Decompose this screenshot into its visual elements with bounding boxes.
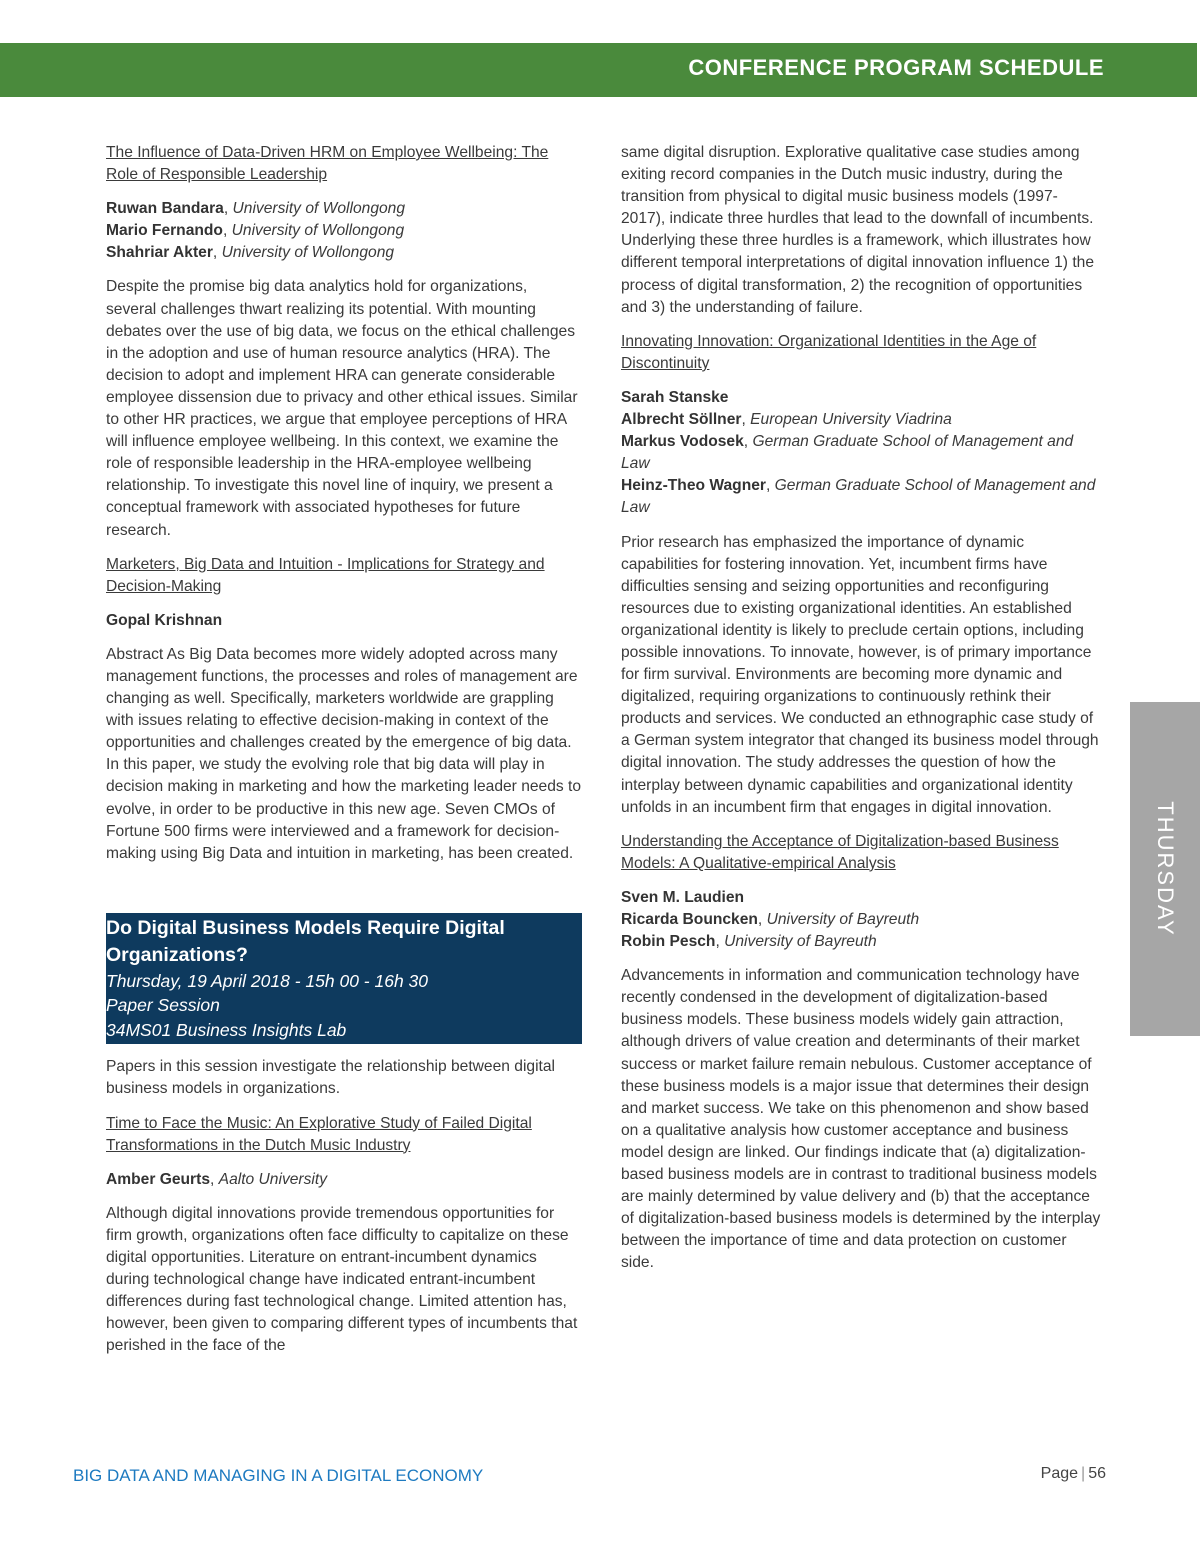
author-line: Ruwan Bandara, University of Wollongong xyxy=(106,200,406,218)
day-side-tab xyxy=(1130,702,1200,1036)
paper-title[interactable]: Marketers, Big Data and Intuition - Implications for Strategy and Decision-Making xyxy=(106,555,545,595)
page-number: 56 xyxy=(1088,1465,1106,1482)
author-name: Albrecht Söllner xyxy=(621,411,742,429)
paper-title[interactable]: The Influence of Data-Driven HRM on Employee Wellbeing: The Role of Responsible Leadership xyxy=(106,144,549,184)
author-name: Ruwan Bandara xyxy=(106,200,224,218)
author-affiliation: Aalto University xyxy=(218,1170,327,1188)
paper-abstract: Despite the promise big data analytics hold for organizations, several challenges thwart realizing its potential. With mounting debates over the use of big data, we focus on the ethical challenges in the adoption and use of human resource analytics (HRA). The decision to adopt and implement HRA can generate considerable employee dissension due to privacy and other ethical issues. Similar to other HR practices, we argue that employee perceptions of HRA will influence employee wellbeing. In this context, we examine the role of responsible leadership in the HRA-employee wellbeing relationship. To investigate this novel line of inquiry, we present a conceptual framework with associated hypotheses for future research. xyxy=(106,278,578,539)
author-affiliation: University of Wollongong xyxy=(232,200,406,218)
author-line xyxy=(106,610,581,632)
author-line: Robin Pesch, University of Bayreuth xyxy=(621,933,877,951)
author-affiliation: European University Viadrina xyxy=(750,411,952,429)
author-name: Markus Vodosek xyxy=(621,433,744,451)
author-name: Sven M. Laudien xyxy=(621,888,745,906)
footer-publication-title: BIG DATA AND MANAGING IN A DIGITAL ECONOMY xyxy=(73,1466,484,1485)
author-name: Robin Pesch xyxy=(621,933,716,951)
paper-abstract: Advancements in information and communication technology have recently condensed in the development of digitalization-based business models. These business models widely gain attraction, although drivers of value creation and determinants of their market success or market failure remain nebulous. Customer acceptance of these business models is a major issue that determines their design and market success. We take on this phenomenon and show based on a qualitative analysis how customer acceptance and business model design are linked. Our findings indicate that (a) digitalization-based business models are in contrast to traditional business models are mainly determined by value delivery and (b) that the acceptance of digitalization-based business models is determined by the interplay between the importance of time and data protection on customer side. xyxy=(621,967,1101,1272)
author-list xyxy=(621,887,1101,953)
session-intro: Papers in this session investigate the relationship between digital business models in organizations. xyxy=(106,1058,556,1098)
left-column xyxy=(106,142,581,1369)
paper-title[interactable]: Time to Face the Music: An Explorative Study of Failed Digital Transformations in the Dutch Music Industry xyxy=(106,1114,532,1154)
author-name: Mario Fernando xyxy=(106,222,223,240)
author-line: Ricarda Bouncken, University of Bayreuth xyxy=(621,911,920,928)
author-affiliation: German Graduate School of Management and Law xyxy=(621,433,1074,473)
author-affiliation: German Graduate School of Management and Law xyxy=(621,477,1096,517)
paper-abstract: Abstract As Big Data becomes more widely adopted across many management functions, the processes and roles of management are changing as well. Specifically, marketers worldwide are grappling with issues relating to effective decision-making in context of the opportunities and challenges created by the emergence of big data. In this paper, we study the evolving role that big data will play in decision making in marketing and how the marketing leader needs to evolve, in order to be productive in this new age. Seven CMOs of Fortune 500 firms were interviewed and a framework for decision-making using Big Data and intuition in marketing, has been created. xyxy=(106,645,582,862)
author-list xyxy=(621,387,1101,520)
right-column xyxy=(621,142,1101,1287)
author-line: Mario Fernando, University of Wollongong xyxy=(106,222,405,240)
session-datetime: Thursday, 19 April 2018 - 15h 00 - 16h 30 xyxy=(106,970,429,991)
session-room: 34MS01 Business Insights Lab xyxy=(106,1019,347,1040)
author-line: Shahriar Akter, University of Wollongong xyxy=(106,244,395,262)
page-label: Page xyxy=(1040,1465,1079,1482)
author-name: Sarah Stanske xyxy=(621,388,729,406)
author-name: Heinz-Theo Wagner xyxy=(621,477,766,495)
header-title: CONFERENCE PROGRAM SCHEDULE xyxy=(688,55,1104,80)
footer-page-indicator xyxy=(1041,1465,1106,1483)
paper-abstract: Prior research has emphasized the importance of dynamic capabilities for fostering innovation. Yet, incumbent firms have difficulties sensing and seizing opportunities and reconfiguring resources due to existing organizational identities. An established organizational identity is likely to preclude certain options, including possible innovations. To innovate, however, is of primary importance for firm survival. Environments are becoming more dynamic and digitalized, requiring organizations to continuously rethink their products and services. We conducted an ethnographic case study of a German system integrator that changed its business model through digital innovation. The study addresses the question of how the interplay between dynamic capabilities and organizational identity unfolds in an incumbent firm that engages in digital innovation. xyxy=(621,533,1099,816)
continued-abstract: same digital disruption. Explorative qualitative case studies among exiting record companies in the Dutch music industry, during the transition from physical to digital music business models (1997-2017), indicate three hurdles that lead to the downfall of incumbents. Underlying these three hurdles is a framework, which illustrates how different temporal interpretations of digital innovation influence 1) the process of digital transformation, 2) the recognition of opportunities and 3) the understanding of failure. xyxy=(621,144,1095,316)
author-list xyxy=(106,198,581,264)
session-header-box xyxy=(106,913,582,1045)
author-affiliation: University of Bayreuth xyxy=(724,933,877,951)
author-name: Amber Geurts xyxy=(106,1170,210,1188)
author-name: Shahriar Akter xyxy=(106,244,213,262)
author-name: Gopal Krishnan xyxy=(106,611,223,629)
author-affiliation: University of Wollongong xyxy=(231,222,405,240)
header-bar xyxy=(0,43,1197,97)
author-list xyxy=(106,1169,581,1191)
author-list xyxy=(106,610,581,632)
day-side-tab-label: THURSDAY xyxy=(1153,801,1178,937)
paper-title[interactable]: Innovating Innovation: Organizational Identities in the Age of Discontinuity xyxy=(621,332,1037,372)
author-affiliation: University of Bayreuth xyxy=(766,911,920,928)
author-line: Albrecht Söllner, European University Viadrina xyxy=(621,411,952,429)
author-line: Heinz-Theo Wagner, German Graduate School of Management and Law xyxy=(621,477,1096,517)
author-line xyxy=(621,387,1101,409)
author-line: Markus Vodosek, German Graduate School of Management and Law xyxy=(621,433,1074,473)
paper-abstract: Although digital innovations provide tremendous opportunities for firm growth, organizations often face difficulty to capitalize on these digital opportunities. Literature on entrant-incumbent dynamics during technological change have indicated entrant-incumbent differences during fast technological change. Limited attention has, however, been given to comparing different types of incumbents that perished in the face of the xyxy=(106,1204,578,1355)
paper-title[interactable]: Understanding the Acceptance of Digitalization-based Business Models: A Qualitative-empirical Analysis xyxy=(621,832,1059,872)
session-title: Do Digital Business Models Require Digital Organizations? xyxy=(106,916,505,966)
author-line: Amber Geurts, Aalto University xyxy=(106,1170,327,1188)
author-line xyxy=(621,887,1101,909)
session-type: Paper Session xyxy=(106,995,220,1016)
author-name: Ricarda Bouncken xyxy=(621,911,758,928)
page-separator: | xyxy=(1081,1465,1086,1482)
author-affiliation: University of Wollongong xyxy=(221,244,395,262)
